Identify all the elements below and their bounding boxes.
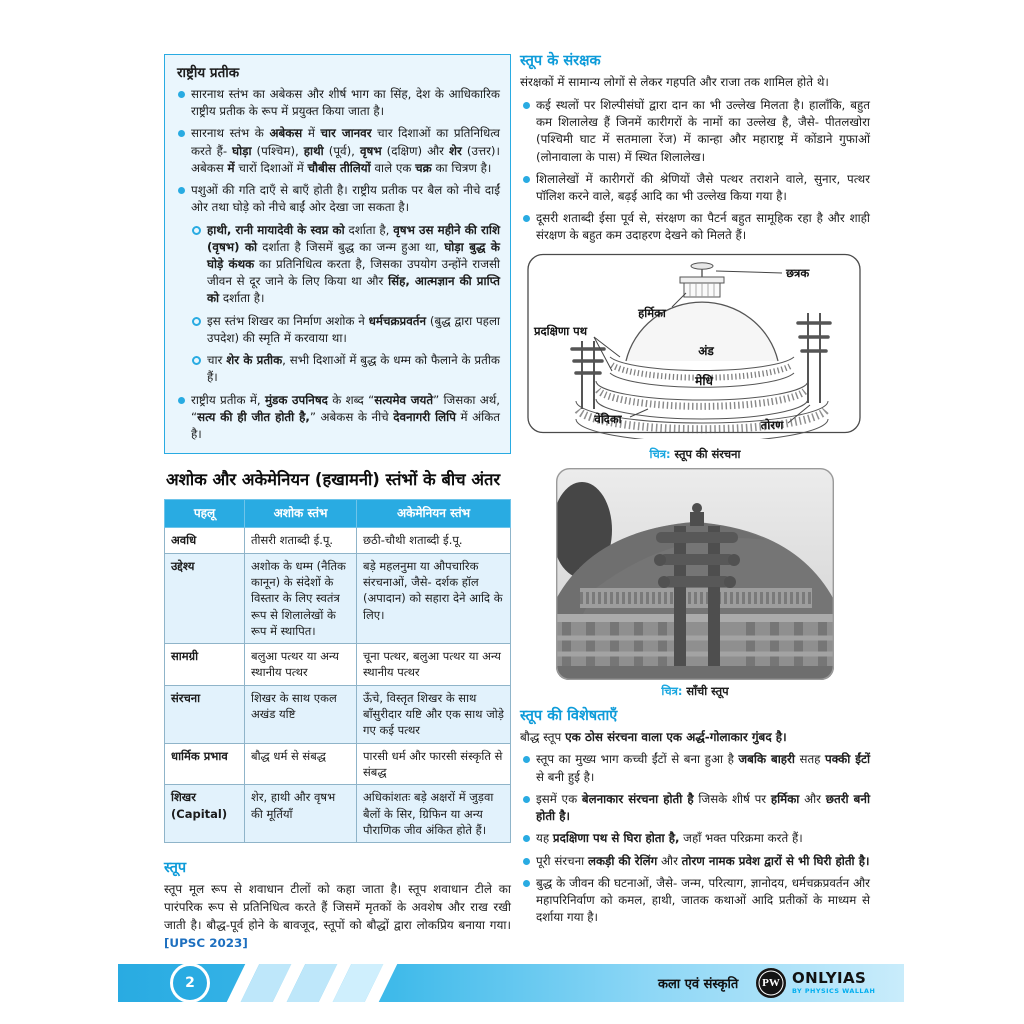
list-item: सारनाथ स्तंभ का अबेकस और शीर्ष भाग का सिंह, देश के आधिकारिक राष्ट्रीय प्रतीक के रूप में प्रयुक्त किया जाता है। — [175, 86, 500, 120]
list-item: सारनाथ स्तंभ के अबेकस में चार जानवर चार दिशाओं का प्रतिनिधित्व करते हैं- घोड़ा (पश्चिम), हाथी (पूर्व), वृषभ (दक्षिण) और शेर (उत्तर)। अबेकस में चारों दिशाओं में चौबीस तीलियों वाले एक चक्र का चित्रण है। — [175, 125, 500, 177]
list-item: शिलालेखों में कारीगरों की श्रेणियों जैसे पत्थर तराशने वाले, सुनार, पत्थर पॉलिश करने वाले, बढ़ई आदि का भी उल्लेख किया गया है। — [520, 171, 870, 205]
list-item: हाथी, रानी मायादेवी के स्वप्न को दर्शाता है, वृषभ उस महीने की राशि (वृषभ) को दर्शाता है जिसमें बुद्ध का जन्म हुआ था, घोड़ा बुद्ध के घोड़े कंथक का प्रतिनिधित्व करता है, जिसका उपयोग उन्होंने राजसी जीवन से दूर जाने के लिए किया था और सिंह, आत्मज्ञान की प्राप्ति को दर्शाता है। — [175, 222, 500, 308]
diagram-label-medhi: मेधि — [695, 373, 713, 388]
stupa-structure-figure — [520, 253, 870, 462]
bullet-dot-icon — [520, 210, 536, 244]
bullet-dot-icon — [520, 97, 536, 166]
figure-caption: चित्र: स्तूप की संरचना — [649, 446, 741, 461]
diagram-label-pradakshina: प्रदक्षिणा पथ — [534, 323, 588, 338]
diagram-label-torana: तोरण — [760, 417, 784, 432]
aspect-cell: शिखर (Capital) — [165, 785, 245, 843]
list-item: चार शेर के प्रतीक, सभी दिशाओं में बुद्ध के धम्म को फैलाने के प्रतीक हैं। — [175, 352, 500, 386]
bullet-dot-icon — [520, 751, 536, 785]
sanchi-stupa-photo — [556, 468, 834, 680]
table-cell: छठी-चौथी शताब्दी ई.पू. — [357, 528, 511, 553]
pillar-difference-heading: अशोक और अकेमेनियन (हखामनी) स्तंभों के बीच अंतर — [166, 470, 501, 490]
national-emblem-list — [175, 86, 500, 217]
pw-monogram-icon: PW — [756, 968, 786, 998]
list-item: पशुओं की गति दाएँ से बाएँ होती है। राष्ट्रीय प्रतीक पर बैल को नीचे दाईं ओर तथा घोड़े को नीचे बाईं ओर देखा जा सकता है। — [175, 182, 500, 216]
list-item: राष्ट्रीय प्रतीक में, मुंडक उपनिषद के शब्द “सत्यमेव जयते” जिसका अर्थ, “सत्य की ही जीत होती है,” अबेकस के नीचे देवनागरी लिपि में अंकित है। — [175, 392, 500, 444]
stupa-paragraph: स्तूप मूल रूप से शवाधान टीलों को कहा जाता है। स्तूप शवाधान टीले का पारंपरिक रूप से प्रतिनिधित्व करते हैं जिसमें मृतकों के अवशेष और राख रखी जाती है। बौद्ध-पूर्व होने के बावजूद, स्तूपों को बौद्धों द्वारा लोकप्रिय बनाया गया। [UPSC 2023] — [164, 882, 511, 951]
onlyias-logo — [756, 968, 875, 998]
list-item: बुद्ध के जीवन की घटनाओं, जैसे- जन्म, परित्याग, ज्ञानोदय, धर्मचक्रप्रवर्तन और महापरिनिर्वाण को कमल, हाथी, जातक कथाओं आदि प्रतीकों के माध्यम से दर्शाया गया है। — [520, 875, 870, 927]
table-row — [165, 785, 511, 843]
bullet-ring-icon — [189, 222, 207, 308]
table-cell: पारसी धर्म और फारसी संस्कृति से संबद्ध — [357, 743, 511, 785]
table-cell: बौद्ध धर्म से संबद्ध — [245, 743, 357, 785]
list-item: स्तूप का मुख्य भाग कच्ची ईंटों से बना हुआ है जबकि बाहरी सतह पक्की ईंटों से बनी हुई है। — [520, 751, 870, 785]
bullet-dot-icon — [520, 875, 536, 927]
diagram-label-chhatra: छत्रक — [786, 265, 810, 280]
bullet-dot-icon — [175, 86, 191, 120]
sanchi-stupa-figure — [520, 468, 870, 699]
guardians-list — [520, 97, 870, 245]
list-item: इस स्तंभ शिखर का निर्माण अशोक ने धर्मचक्रप्रवर्तन (बुद्ध द्वारा पहला उपदेश) की स्मृति में करवाया था। — [175, 313, 500, 347]
table-cell: शिखर के साथ एकल अखंड यष्टि — [245, 685, 357, 743]
logo-subtitle: BY PHYSICS WALLAH — [792, 987, 876, 996]
guardians-heading: स्तूप के संरक्षक — [520, 53, 601, 69]
table-cell: अधिकांशतः बड़े अक्षरों में जुड़वा बैलों के सिर, ग्रिफिन या अन्य पौराणिक जीव अंकित होते हैं। — [357, 785, 511, 843]
features-heading: स्तूप की विशेषताएँ — [520, 707, 618, 724]
diagram-label-harmika: हर्मिका — [638, 305, 666, 320]
bullet-dot-icon — [175, 125, 191, 177]
stupa-diagram-svg — [520, 253, 868, 439]
list-item: दूसरी शताब्दी ईसा पूर्व से, संरक्षण का पैटर्न बहुत सामूहिक रहा है और शाही संरक्षण के बहुत कम उदाहरण देखने को मिलते हैं। — [520, 210, 870, 244]
list-item: इसमें एक बेलनाकार संरचना होती है जिसके शीर्ष पर हर्मिका और छतरी बनी होती है। — [520, 791, 870, 825]
logo-title: ONLYIAS — [792, 969, 867, 988]
footer-subject: कला एवं संस्कृति — [658, 977, 739, 992]
bullet-dot-icon — [175, 182, 191, 216]
diagram-label-anda: अंड — [698, 343, 714, 358]
table-cell: ऊँचे, विस्तृत शिखर के साथ बाँसुरीदार यष्टि और एक साथ जोड़े गए कई पत्थर — [357, 685, 511, 743]
aspect-cell: सामग्री — [165, 644, 245, 686]
right-column — [520, 50, 870, 926]
footer-band — [118, 964, 904, 1002]
bullet-ring-icon — [189, 352, 207, 386]
aspect-cell: संरचना — [165, 685, 245, 743]
table-cell: बड़े महलनुमा या औपचारिक संरचनाओं, जैसे- दर्शक हॉल (अपादान) को सहारा देने आदि के लिए। — [357, 553, 511, 644]
table-row — [165, 528, 511, 553]
features-list — [520, 751, 870, 926]
aspect-cell: अवधि — [165, 528, 245, 553]
table-cell: तीसरी शताब्दी ई.पू. — [245, 528, 357, 553]
bullet-dot-icon — [520, 791, 536, 825]
table-header-row — [165, 500, 511, 528]
column-header: अशोक स्तंभ — [245, 500, 357, 528]
national-emblem-list-cont — [175, 392, 500, 444]
table-row — [165, 644, 511, 686]
table-row — [165, 553, 511, 644]
bullet-dot-icon — [520, 171, 536, 205]
list-item: पूरी संरचना लकड़ी की रेलिंग और तोरण नामक प्रवेश द्वारों से भी घिरी होती है। — [520, 853, 870, 870]
diagram-label-vedika: वेदिका — [594, 411, 622, 426]
list-item: कई स्थलों पर शिल्पीसंघों द्वारा दान का भी उल्लेख मिलता है। हालाँकि, बहुत कम शिलालेख हैं जिनमें कारीगरों के नामों का उल्लेख है, जैसे- पीतलखोरा (पश्चिमी घाट में सतमाला रेंज) में कान्हा और महाराष्ट्र में कोंडाने गुफाओं (लोनावाला के पास) में स्थित शिलालेख। — [520, 97, 870, 166]
table-row — [165, 743, 511, 785]
pillar-comparison-table — [164, 499, 511, 843]
stupa-heading: स्तूप — [164, 860, 187, 877]
table-row — [165, 685, 511, 743]
national-emblem-sublist — [175, 222, 500, 387]
table-cell: शेर, हाथी और वृषभ की मूर्तियाँ — [245, 785, 357, 843]
guardians-intro: संरक्षकों में सामान्य लोगों से लेकर गहपति और राजा तक शामिल होते थे। — [520, 75, 829, 89]
features-intro: बौद्ध स्तूप एक ठोस संरचना वाला एक अर्द्ध-गोलाकार गुंबद है। — [520, 729, 787, 744]
column-header: अकेमेनियन स्तंभ — [357, 500, 511, 528]
bullet-dot-icon — [175, 392, 191, 444]
page-number-badge: 2 — [170, 963, 210, 1003]
table-cell: चूना पत्थर, बलुआ पत्थर या अन्य स्थानीय पत्थर — [357, 644, 511, 686]
national-emblem-title: राष्ट्रीय प्रतीक — [177, 65, 240, 81]
aspect-cell: धार्मिक प्रभाव — [165, 743, 245, 785]
table-cell: अशोक के धम्म (नैतिक कानून) के संदेशों के विस्तार के लिए स्वतंत्र रूप से शिलालेखों के रूप में स्थापित। — [245, 553, 357, 644]
national-emblem-box — [164, 54, 511, 454]
bullet-dot-icon — [520, 853, 536, 870]
table-cell: बलुआ पत्थर या अन्य स्थानीय पत्थर — [245, 644, 357, 686]
list-item: यह प्रदक्षिणा पथ से घिरा होता है, जहाँ भक्त परिक्रमा करते हैं। — [520, 830, 870, 847]
left-column — [164, 54, 511, 953]
aspect-cell: उद्देश्य — [165, 553, 245, 644]
figure-caption: चित्र: साँची स्तूप — [661, 683, 729, 698]
bullet-dot-icon — [520, 830, 536, 847]
bullet-ring-icon — [189, 313, 207, 347]
column-header: पहलू — [165, 500, 245, 528]
